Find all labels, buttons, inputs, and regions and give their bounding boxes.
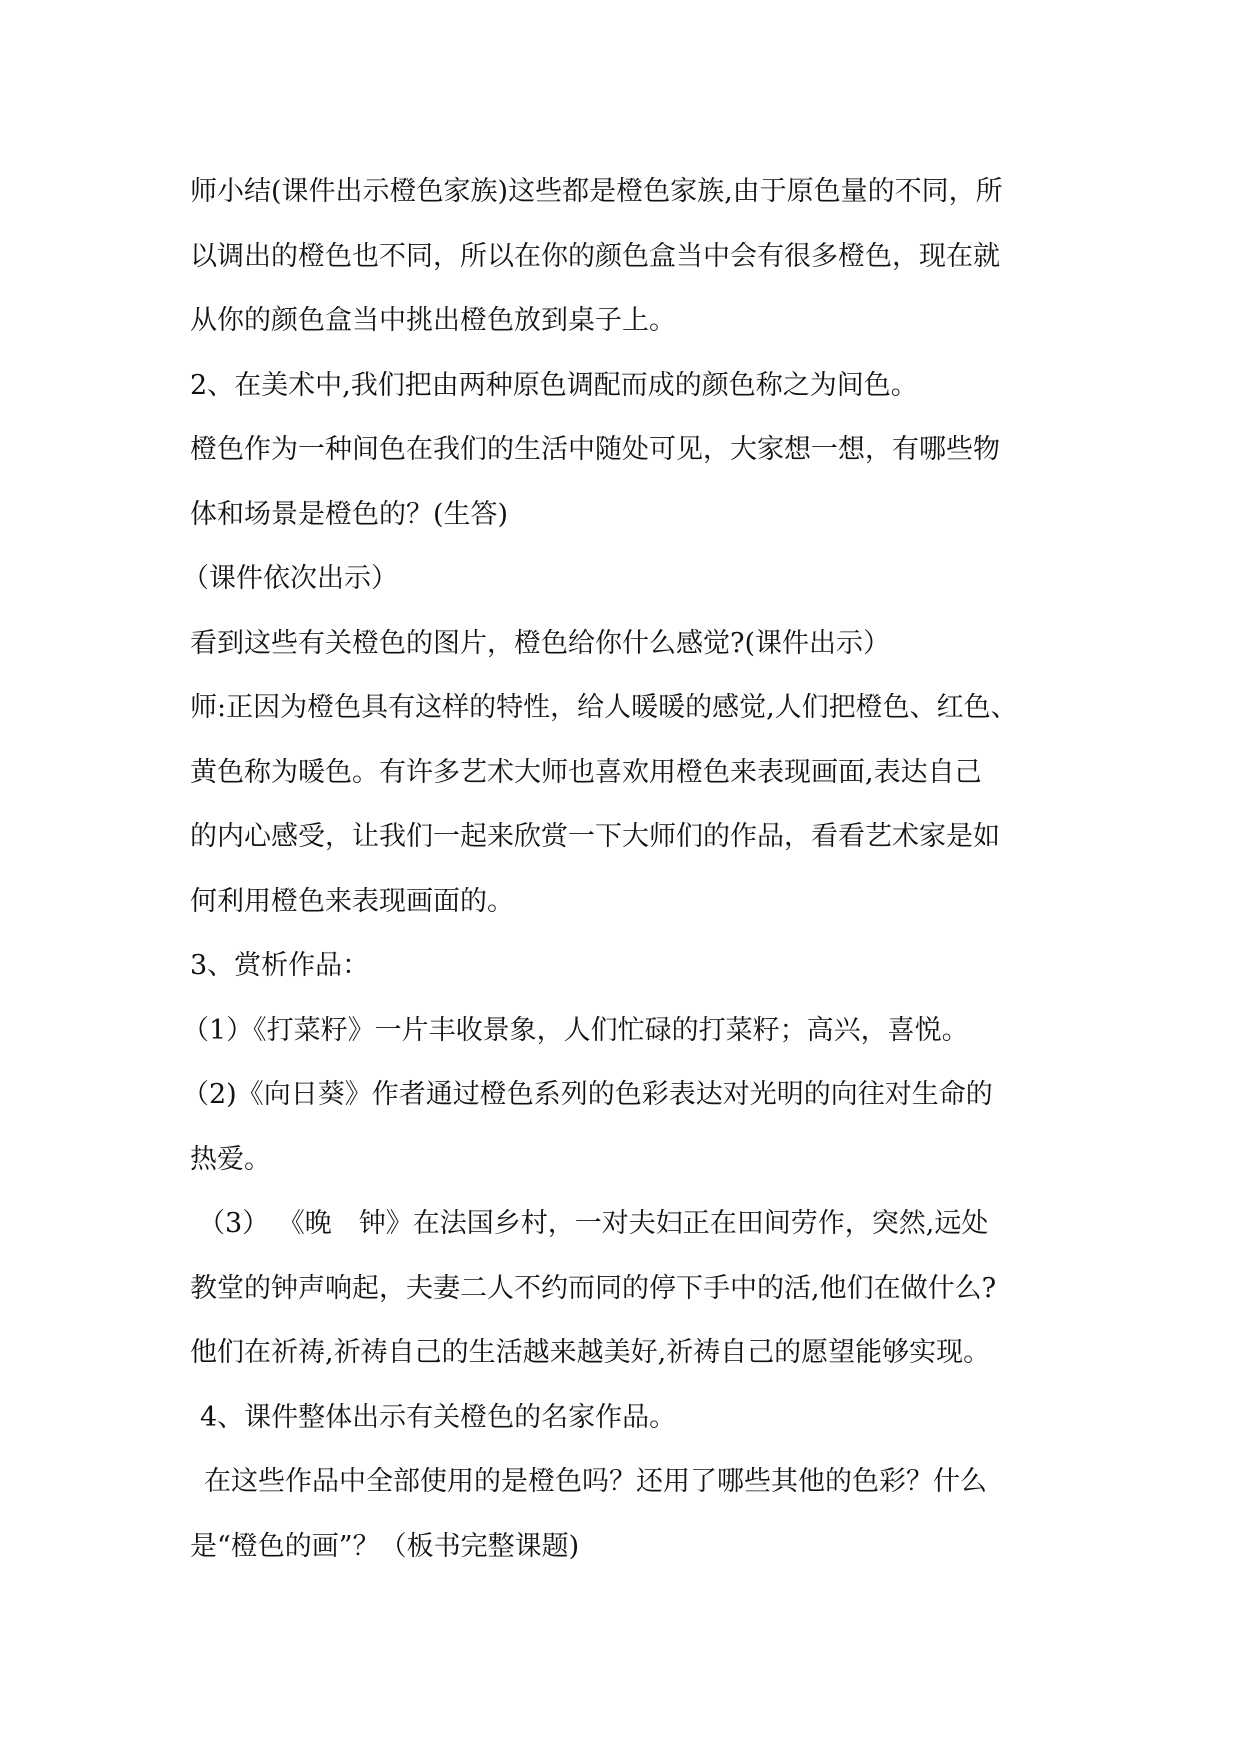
- text-line: 的内心感受，让我们一起来欣赏一下大师们的作品，看看艺术家是如: [190, 821, 1000, 852]
- text-line: 橙色作为一种间色在我们的生活中随处可见，大家想一想，有哪些物: [190, 434, 1000, 465]
- text-line: 师:正因为橙色具有这样的特性，给人暖暖的感觉,人们把橙色、红色、: [190, 692, 1018, 723]
- text-line: 他们在祈祷,祈祷自己的生活越来越美好,祈祷自己的愿望能够实现。: [190, 1337, 991, 1368]
- text-line: 4、课件整体出示有关橙色的名家作品。: [200, 1401, 677, 1433]
- text-line: （2)《向日葵》作者通过橙色系列的色彩表达对光明的向往对生命的: [182, 1079, 993, 1110]
- text-line: 以调出的橙色也不同，所以在你的颜色盒当中会有很多橙色，现在就: [190, 240, 1000, 272]
- document-body: [182, 160, 1060, 1579]
- text-line: （1）《打菜籽》一片丰收景象，人们忙碌的打菜籽；高兴，喜悦。: [182, 1014, 969, 1046]
- text-line: 看到这些有关橙色的图片，橙色给你什么感觉?(课件出示）: [190, 627, 891, 659]
- text-line: 2、在美术中,我们把由两种原色调配而成的颜色称之为间色。: [190, 369, 918, 401]
- text-line: （课件依次出示）: [182, 563, 398, 594]
- text-line: 热爱。: [190, 1143, 271, 1175]
- text-line: 何利用橙色来表现画面的。: [190, 885, 514, 917]
- text-line: 黄色称为暖色。有许多艺术大师也喜欢用橙色来表现画面,表达自己: [190, 756, 982, 788]
- text-line: 体和场景是橙色的？(生答): [190, 498, 509, 530]
- text-line: 3、赏析作品：: [190, 950, 370, 981]
- text-line: 在这些作品中全部使用的是橙色吗？还用了哪些其他的色彩？什么: [204, 1466, 987, 1497]
- text-line: 教堂的钟声响起，夫妻二人不约而同的停下手中的活,他们在做什么?: [190, 1272, 997, 1304]
- text-line: 是“橙色的画”？（板书完整课题): [190, 1530, 580, 1562]
- text-line: （3） 《晚 钟》在法国乡村，一对夫妇正在田间劳作，突然,远处: [198, 1208, 989, 1239]
- text-line: 从你的颜色盒当中挑出橙色放到桌子上。: [190, 305, 676, 336]
- text-line: 师小结(课件出示橙色家族)这些都是橙色家族,由于原色量的不同，所: [190, 176, 1003, 207]
